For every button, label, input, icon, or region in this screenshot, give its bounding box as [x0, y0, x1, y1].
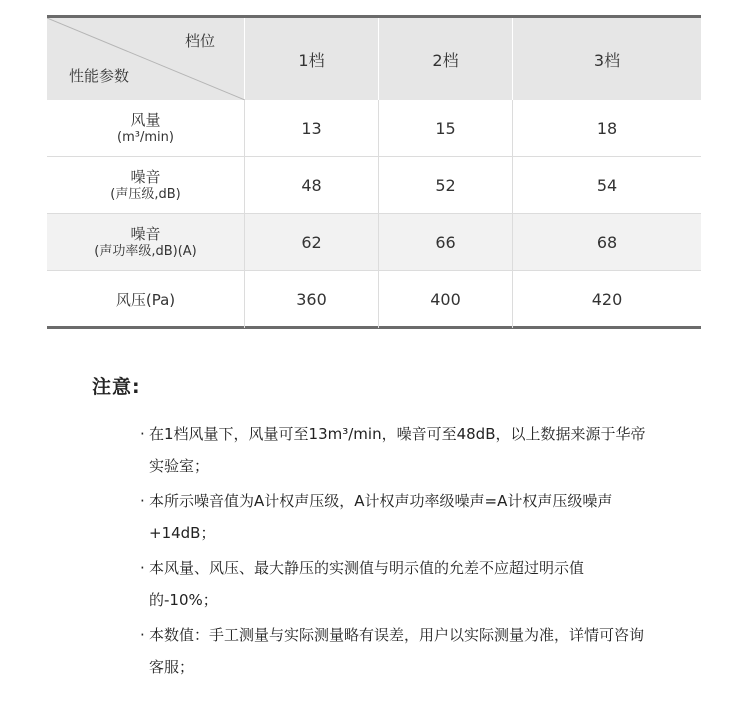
spec-table: [47, 15, 701, 329]
param-cell: [47, 157, 245, 213]
bullet-icon: ·: [140, 425, 145, 443]
param-name: 风量: [130, 110, 161, 129]
value: 52: [435, 175, 456, 195]
value: 18: [596, 118, 618, 138]
param-cell: [47, 271, 245, 328]
level-label: 3档: [593, 50, 621, 70]
param-name: 噪音: [130, 167, 161, 186]
value-cell: [245, 214, 379, 270]
value-cell: [379, 100, 513, 156]
param-name: 噪音: [130, 224, 161, 243]
level-label: 2档: [432, 50, 459, 70]
param-name: 风压(Pa): [115, 290, 176, 309]
note-text: 本所示噪音值为A计权声压级，A计权声功率级噪声=A计权声压级噪声+14dB；: [149, 492, 613, 542]
diagonal-divider: [47, 18, 245, 100]
table-corner-cell: [47, 18, 245, 100]
param-unit: (声功率级,dB)(A): [94, 243, 197, 259]
note-item: [140, 485, 649, 549]
value-cell: [513, 271, 701, 328]
table-row-noise-power: [47, 214, 701, 271]
table-row-wind-pressure: [47, 271, 701, 328]
value: 66: [435, 232, 456, 252]
corner-level-label: 档位: [185, 32, 216, 50]
value: 54: [596, 175, 618, 195]
note-item: [140, 619, 649, 683]
bullet-icon: ·: [140, 626, 145, 644]
value: 62: [301, 232, 322, 252]
level-label: 1档: [298, 50, 325, 70]
note-item: [140, 418, 649, 482]
header-level-2: [379, 18, 513, 100]
value: 400: [430, 290, 461, 309]
value: 13: [301, 118, 322, 138]
value-cell: [513, 157, 701, 213]
table-row-airflow: [47, 100, 701, 157]
value: 48: [301, 175, 322, 195]
table-header-row: [47, 18, 701, 100]
value-cell: [513, 100, 701, 156]
note-text: 本数值：手工测量与实际测量略有误差，用户以实际测量为准，详情可咨询客服；: [149, 626, 645, 676]
value-cell: [379, 157, 513, 213]
param-cell: [47, 100, 245, 156]
param-cell: [47, 214, 245, 270]
bullet-icon: ·: [140, 559, 145, 577]
value: 68: [596, 232, 618, 252]
value-cell: [245, 271, 379, 328]
notes-title: 注意:: [92, 376, 141, 398]
value-cell: [245, 157, 379, 213]
value: 15: [435, 118, 456, 138]
notes-list: [140, 418, 660, 686]
value-cell: [513, 214, 701, 270]
header-level-3: [513, 18, 701, 100]
corner-param-label: 性能参数: [69, 67, 130, 85]
value-cell: [245, 100, 379, 156]
param-unit: (m³/min): [117, 129, 174, 145]
note-text: 本风量、风压、最大静压的实测值与明示值的允差不应超过明示值的-10%；: [149, 559, 585, 609]
param-unit: (声压级,dB): [110, 186, 181, 202]
bullet-icon: ·: [140, 492, 145, 510]
value-cell: [379, 214, 513, 270]
header-level-1: [245, 18, 379, 100]
value: 420: [591, 290, 623, 309]
note-text: 在1档风量下，风量可至13m³/min，噪音可至48dB，以上数据来源于华帝实验室；: [149, 425, 646, 475]
value-cell: [379, 271, 513, 328]
table-row-noise-pressure: [47, 157, 701, 214]
value: 360: [296, 290, 327, 309]
note-item: [140, 552, 649, 616]
